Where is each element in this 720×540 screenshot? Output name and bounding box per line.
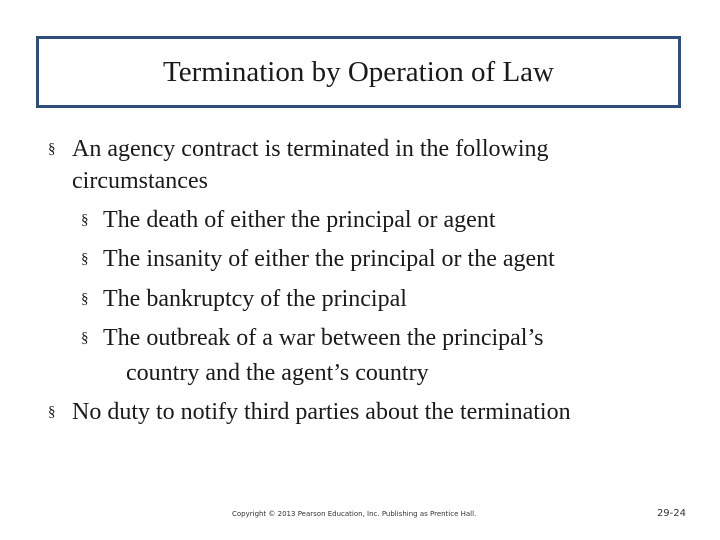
bullet-marker-icon: § [81, 330, 89, 346]
bullet-marker-icon: § [81, 212, 89, 228]
page-number: 29-24 [656, 508, 686, 519]
slide-title: Termination by Operation of Law [163, 55, 554, 88]
bullet-text: An agency contract is terminated in the following [72, 136, 549, 162]
bullet-marker-icon: § [48, 404, 56, 420]
bullet-item [48, 397, 571, 427]
copyright-footer: Copyright © 2013 Pearson Education, Inc. Publishing as Prentice Hall. [232, 510, 477, 518]
bullet-text: No duty to notify third parties about the termination [72, 399, 571, 425]
sub-bullet-item [81, 323, 544, 353]
bullet-continuation [72, 166, 208, 196]
sub-bullet-item [81, 244, 555, 274]
sub-bullet-text: The insanity of either the principal or the agent [103, 246, 555, 272]
sub-bullet-text: The death of either the principal or agent [103, 207, 496, 233]
bullet-marker-icon: § [81, 291, 89, 307]
sub-bullet-text: The bankruptcy of the principal [103, 286, 407, 312]
sub-bullet-continuation [126, 358, 429, 388]
bullet-marker-icon: § [48, 141, 56, 157]
bullet-item [48, 134, 549, 164]
sub-bullet-item [81, 284, 407, 314]
sub-bullet-item [81, 205, 496, 235]
bullet-text: circumstances [72, 168, 208, 194]
sub-bullet-text: country and the agent’s country [126, 360, 429, 386]
sub-bullet-text: The outbreak of a war between the principal’s [103, 325, 544, 351]
bullet-marker-icon: § [81, 251, 89, 267]
